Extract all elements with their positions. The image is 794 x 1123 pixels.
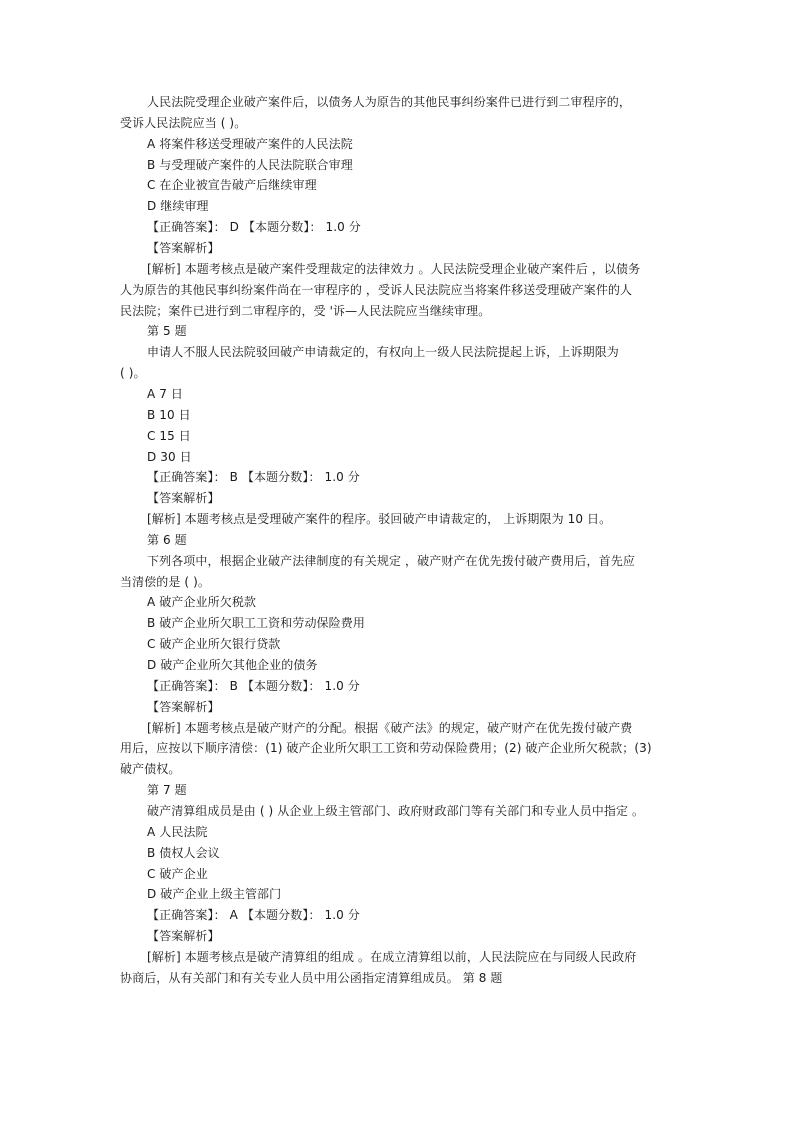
text-line: 民法院；案件已进行到二审程序的，受 '诉—人民法院应当继续审理。 — [120, 303, 491, 318]
text-line: 用后，应按以下顺序清偿：(1) 破产企业所欠职工工资和劳动保险费用；(2) 破产企业所欠税款；(3) — [120, 741, 652, 756]
text-line: 协商后，从有关部门和有关专业人员中用公函指定清算组成员。 第 8 题 — [120, 970, 503, 985]
text-line: B 10 日 — [147, 407, 191, 422]
text-line: 破产清算组成员是由 ( ) 从企业上级主管部门、政府财政部门等有关部门和专业人员中指定 。 — [147, 803, 645, 818]
text-line: 人为原告的其他民事纠纷案件尚在一审程序的 ，受诉人民法院应当将案件移送受理破产案件的人 — [120, 282, 633, 297]
text-line: C 15 日 — [147, 428, 191, 443]
text-line: 【答案解析】 — [147, 491, 220, 506]
text-line: 第 5 题 — [147, 324, 187, 339]
text-line: 【正确答案】： B 【本题分数】： 1.0 分 — [147, 678, 360, 693]
text-line: 申请人不服人民法院驳回破产申请裁定的，有权向上一级人民法院提起上诉，上诉期限为 — [147, 345, 619, 360]
text-line: 当清偿的是 ( )。 — [120, 574, 210, 589]
text-line: 【正确答案】： D 【本题分数】： 1.0 分 — [147, 220, 361, 235]
text-line: D 破产企业上级主管部门 — [147, 887, 282, 902]
text-line: D 继续审理 — [147, 199, 209, 214]
text-line: B 债权人会议 — [147, 845, 220, 860]
text-line: 下列各项中，根据企业破产法律制度的有关规定 ，破产财产在优先拨付破产费用后，首先应 — [147, 553, 635, 568]
text-line: D 破产企业所欠其他企业的债务 — [147, 658, 318, 672]
text-line: 人民法院受理企业破产案件后，以债务人为原告的其他民事纠纷案件已进行到二审程序的， — [147, 95, 632, 109]
text-line: 破产债权。 — [120, 762, 181, 777]
text-line: [解析] 本题考核点是受理破产案件的程序。驳回破产申请裁定的， 上诉期限为 10 日。 — [147, 512, 612, 526]
text-line: [解析] 本题考核点是破产案件受理裁定的法律效力 。人民法院受理企业破产案件后 ，以债务 — [147, 261, 641, 276]
text-line: [解析] 本题考核点是破产清算组的组成 。在成立清算组以前，人民法院应在与同级人民政府 — [147, 949, 637, 964]
text-line: C 在企业被宣告破产后继续审理 — [147, 178, 317, 193]
text-line: ( )。 — [120, 366, 146, 381]
text-line: B 破产企业所欠职工工资和劳动保险费用 — [147, 616, 365, 631]
text-line: 【答案解析】 — [147, 699, 220, 714]
text-line: 【正确答案】： B 【本题分数】： 1.0 分 — [147, 470, 360, 485]
text-line: C 破产企业 — [147, 866, 208, 881]
text-line: 第 7 题 — [147, 783, 187, 798]
text-line: A 将案件移送受理破产案件的人民法院 — [147, 136, 353, 151]
text-line: C 破产企业所欠银行贷款 — [147, 637, 281, 652]
text-line: A 人民法院 — [147, 824, 208, 839]
text-line: 第 6 题 — [147, 532, 187, 547]
text-line: D 30 日 — [147, 449, 192, 464]
text-line: B 与受理破产案件的人民法院联合审理 — [147, 157, 353, 172]
text-line: 受诉人民法院应当 ( )。 — [120, 115, 247, 130]
text-line: A 7 日 — [147, 386, 183, 401]
text-line: 【答案解析】 — [147, 241, 220, 255]
text-line: 【正确答案】： A 【本题分数】： 1.0 分 — [147, 908, 360, 923]
text-line: [解析] 本题考核点是破产财产的分配。根据《破产法》的规定，破产财产在优先拨付破产费 — [147, 720, 633, 735]
text-line: A 破产企业所欠税款 — [147, 595, 257, 610]
text-line: 【答案解析】 — [147, 929, 220, 943]
